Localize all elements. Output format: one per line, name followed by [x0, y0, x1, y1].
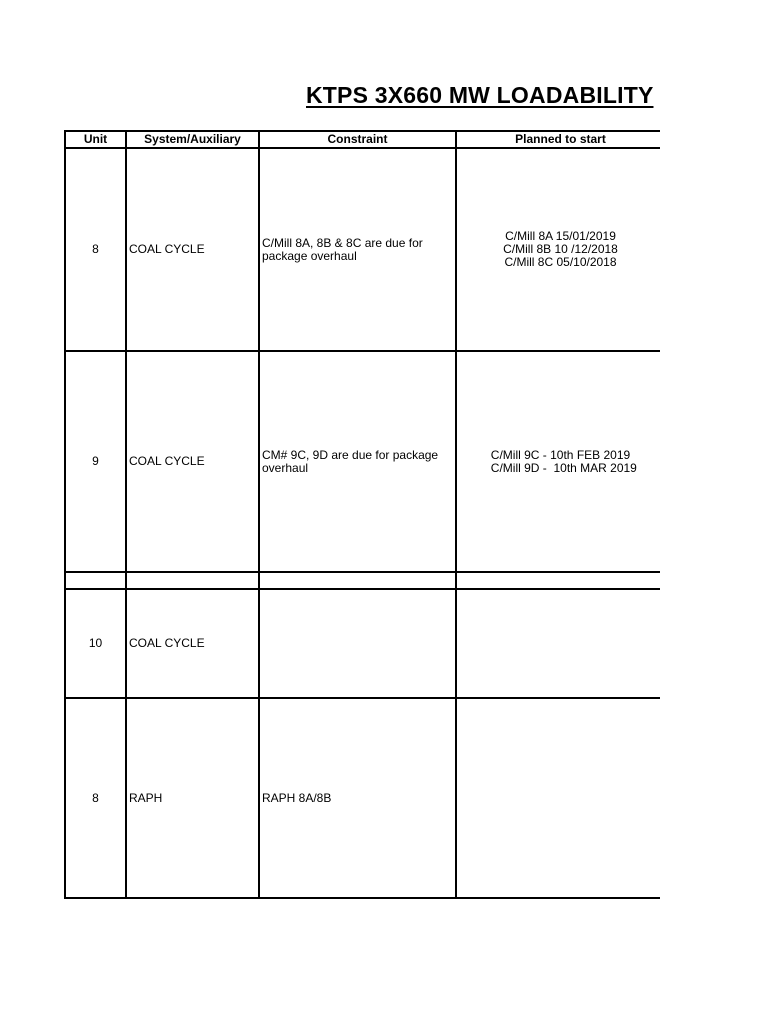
header-planned-to-start: Planned to start — [456, 131, 660, 148]
planned-line: C/Mill 8C 05/10/2018 — [504, 255, 617, 269]
cell-planned — [456, 351, 660, 572]
cell-system — [126, 572, 259, 589]
table-row — [65, 698, 660, 898]
cell-constraint — [259, 351, 456, 572]
header-system-auxiliary: System/Auxiliary — [126, 131, 259, 148]
table-header-row — [65, 131, 660, 148]
planned-line: C/Mill 8B 10 /12/2018 — [503, 242, 618, 256]
planned-line: C/Mill 9C - 10th FEB 2019 — [490, 447, 631, 462]
planned-line: C/Mill 8A 15/01/2019 — [505, 229, 616, 243]
cell-planned — [456, 589, 660, 698]
table-row — [65, 148, 660, 351]
table-row — [65, 589, 660, 698]
cell-constraint — [259, 148, 456, 351]
constraint-text: RAPH 8A/8B — [262, 790, 332, 805]
cell-unit: 10 — [65, 589, 126, 698]
constraint-text: C/Mill 8A, 8B & 8C are due for package overhaul — [262, 235, 423, 263]
header-constraint: Constraint — [259, 131, 456, 148]
document-title: KTPS 3X660 MW LOADABILITY — [306, 82, 654, 108]
cell-planned — [456, 572, 660, 589]
cell-constraint — [259, 572, 456, 589]
cell-system: COAL CYCLE — [126, 351, 259, 572]
cell-planned — [456, 148, 660, 351]
table-row — [65, 351, 660, 572]
cell-system: COAL CYCLE — [126, 148, 259, 351]
cell-system: COAL CYCLE — [126, 589, 259, 698]
loadability-table-container — [64, 130, 660, 909]
cell-unit: 9 — [65, 351, 126, 572]
loadability-table — [64, 130, 660, 899]
planned-line: C/Mill 9D - 10th MAR 2019 — [484, 460, 637, 475]
cell-unit: 8 — [65, 698, 126, 898]
table-row-empty — [65, 572, 660, 589]
cell-planned — [456, 698, 660, 898]
constraint-text: CM# 9C, 9D are due for package overhaul — [262, 447, 439, 475]
cell-constraint — [259, 589, 456, 698]
header-unit: Unit — [65, 131, 126, 148]
cell-unit: 8 — [65, 148, 126, 351]
cell-system: RAPH — [126, 698, 259, 898]
cell-unit — [65, 572, 126, 589]
cell-constraint — [259, 698, 456, 898]
